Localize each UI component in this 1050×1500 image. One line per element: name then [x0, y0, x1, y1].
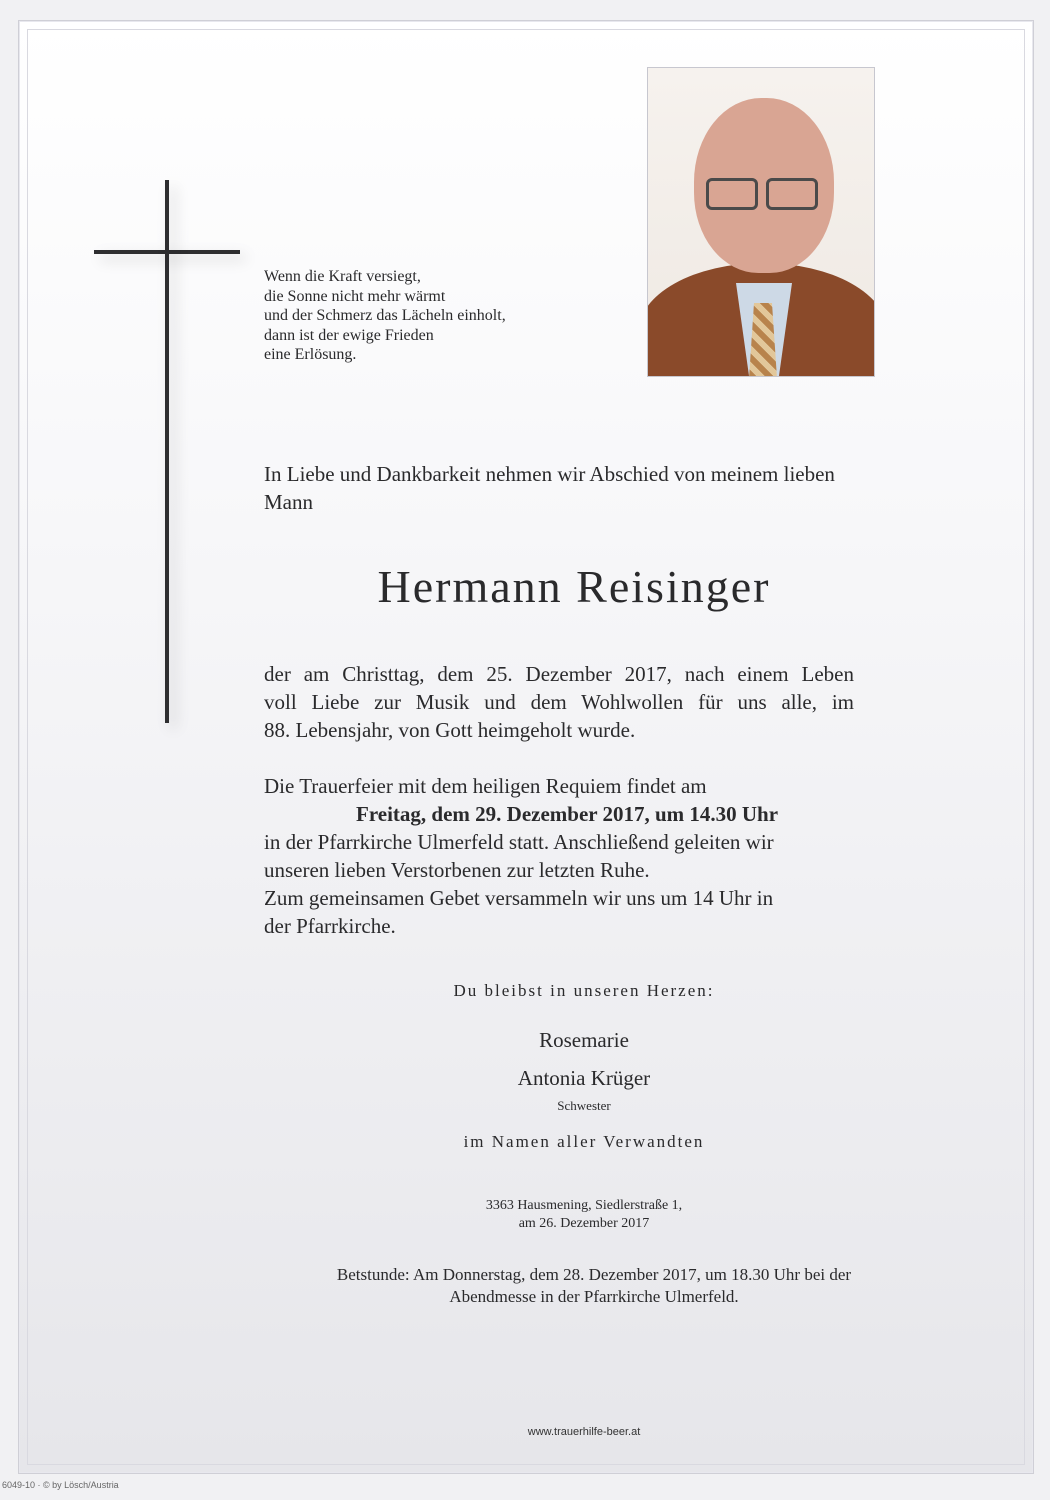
cross-icon: [165, 180, 169, 723]
bio-text: [264, 660, 854, 744]
bio-line: der am Christtag, dem 25. Dezember 2017, nach einem Leben: [264, 662, 854, 686]
ceremony-line: Die Trauerfeier mit dem heiligen Requiem findet am: [264, 774, 707, 798]
poem-line: Wenn die Kraft versiegt,: [264, 268, 421, 285]
ceremony-date: Freitag, dem 29. Dezember 2017, um 14.30 Uhr: [356, 802, 779, 826]
betstunde-line: Betstunde: Am Donnerstag, dem 28. Dezember 2017, um 18.30 Uhr bei der: [336, 1265, 852, 1284]
poem: [264, 267, 584, 365]
betstunde-line: Abendmesse in der Pfarrkirche Ulmerfeld.: [449, 1287, 739, 1306]
ceremony-line: unseren lieben Verstorbenen zur letzten Ruhe.: [264, 858, 650, 882]
mourner-name: Antonia Krüger: [517, 1066, 651, 1090]
address: [264, 1197, 904, 1233]
portrait-glasses-right: [766, 178, 818, 210]
obituary-card: [18, 20, 1034, 1474]
website-link: www.trauerhilfe-beer.at: [527, 1426, 641, 1438]
poem-line: die Sonne nicht mehr wärmt: [264, 287, 446, 305]
ceremony-line: in der Pfarrkirche Ulmerfeld statt. Anschließend geleiten wir: [264, 830, 774, 854]
portrait-photo: [647, 67, 875, 377]
address-line: 3363 Hausmening, Siedlerstraße 1,: [485, 1198, 683, 1213]
bio-line: 88. Lebensjahr, von Gott heimgeholt wurde.: [264, 718, 636, 742]
poem-line: dann ist der ewige Frieden: [264, 326, 434, 344]
deceased-name: Hermann Reisinger: [377, 561, 771, 612]
mourner-name: Rosemarie: [539, 1028, 629, 1052]
card-border: [27, 29, 1025, 1465]
mourners-heading: Du bleibst in unseren Herzen:: [453, 981, 715, 1000]
poem-line: und der Schmerz das Lächeln einholt,: [264, 307, 506, 324]
ceremony-line: Zum gemeinsamen Gebet versammeln wir uns um 14 Uhr in: [264, 886, 774, 910]
ceremony-text: [264, 772, 854, 940]
address-date: am 26. Dezember 2017: [518, 1216, 650, 1231]
bio-line: voll Liebe zur Musik und dem Wohlwollen für uns alle, im: [264, 690, 854, 714]
intro-text: In Liebe und Dankbarkeit nehmen wir Abschied von meinem lieben Mann: [264, 462, 835, 514]
poem-line: eine Erlösung.: [264, 346, 357, 363]
ceremony-line: der Pfarrkirche.: [264, 914, 396, 938]
portrait-glasses-left: [706, 178, 758, 210]
betstunde-text: [262, 1264, 926, 1308]
mourner-relation: Schwester: [557, 1098, 611, 1113]
footer-credit: 6049-10 · © by Lösch/Austria: [2, 1480, 119, 1490]
mourners-closing: im Namen aller Verwandten: [463, 1132, 705, 1151]
